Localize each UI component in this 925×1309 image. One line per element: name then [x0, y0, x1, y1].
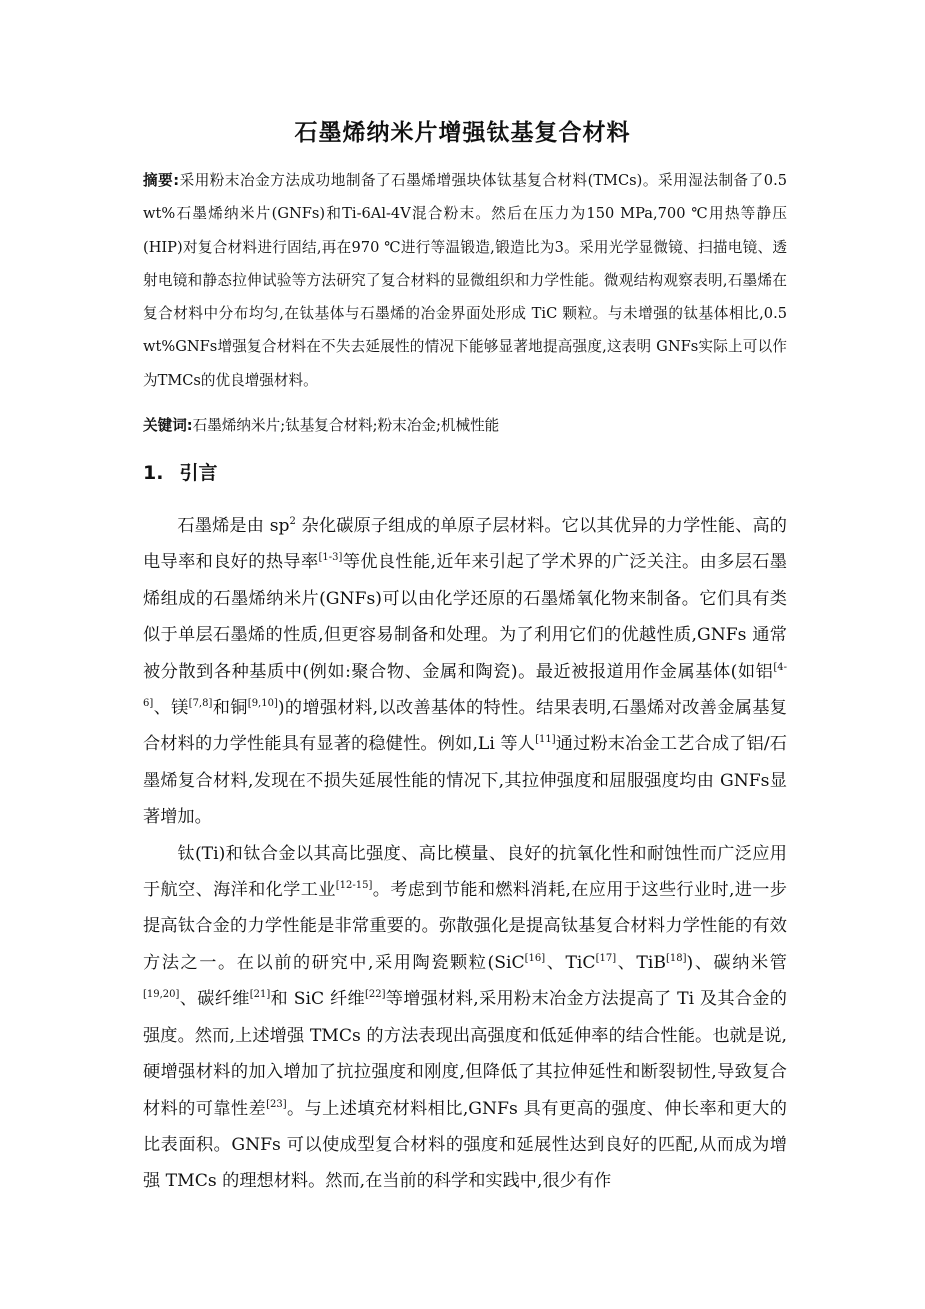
citation: [4-6]: [143, 661, 787, 710]
citation: [22]: [364, 989, 386, 1001]
para1-text: 等优良性能,近年来引起了学术界的广泛关注。由多层石墨烯组成的石墨烯纳米片(GNFs)可以由化学还原的石墨烯氧化物来制备。它们具有类似于单层石墨烯的性质,但更容易制备和处理。为了利用它们的优越性质,GNFs 通常被分散到各种基质中(例如:聚合物、金属和陶瓷)。最近被报道用作金属基体(如铝: [143, 552, 787, 682]
citation: [9,10]: [247, 698, 278, 710]
citation: [16]: [524, 952, 546, 964]
para2-text: 等增强材料,采用粉末冶金方法提高了 Ti 及其合金的强度。然而,上述增强 TMCs 的方法表现出高强度和低延伸率的结合性能。也就是说,硬增强材料的加入增加了抗拉强度和刚度,但降低了其拉伸延性和断裂韧性,导致复合材料的可靠性差: [143, 989, 787, 1119]
citation: [12-15]: [335, 880, 373, 892]
abstract-label: 摘要:: [143, 172, 180, 189]
abstract: [143, 164, 787, 397]
paper-title: 石墨烯纳米片增强钛基复合材料: [294, 120, 631, 146]
para2-text: 。与上述填充材料相比,GNFs 具有更高的强度、伸长率和更大的比表面积。GNFs 可以使成型复合材料的强度和延展性达到良好的匹配,从而成为增强 TMCs 的理想材料。然而,在当前的科学和实践中,很少有作: [143, 1098, 787, 1192]
para2-text: 。考虑到节能和燃料消耗,在应用于这些行业时,进一步提高钛合金的力学性能是非常重要的。弥散强化是提高钛基复合材料力学性能的有效方法之一。在以前的研究中,采用陶瓷颗粒(SiC: [143, 880, 787, 973]
citation: [1-3]: [318, 552, 343, 564]
citation: [23]: [266, 1098, 287, 1110]
para2-text: 钛(Ti)和钛合金以其高比强度、高比模量、良好的抗氧化性和耐蚀性而广泛应用于航空、海洋和化学工业: [143, 843, 787, 901]
para1-text: 杂化碳原子组成的单原子层材料。它以其优异的力学性能、高的电导率和良好的热导率: [143, 516, 787, 573]
section-heading: [143, 457, 217, 489]
para2-text: 、TiC: [545, 952, 596, 973]
citation: [11]: [535, 734, 556, 746]
para1-text: 通过粉末冶金工艺合成了铝/石墨烯复合材料,发现在不损失延展性能的情况下,其拉伸强度和屈服强度均由 GNFs显著增加。: [143, 734, 787, 828]
keywords: [143, 412, 787, 440]
keywords-text: 石墨烯纳米片;钛基复合材料;粉末冶金;机械性能: [192, 417, 500, 434]
para1-text: 、镁: [153, 698, 189, 719]
para1-text: )的增强材料,以改善基体的特性。结果表明,石墨烯对改善金属基复合材料的力学性能具有显著的稳健性。例如,Li 等人: [143, 698, 787, 755]
abstract-text: 采用粉末冶金方法成功地制备了石墨烯增强块体钛基复合材料(TMCs)。采用湿法制备了0.5 wt%石墨烯纳米片(GNFs)和Ti-6Al-4V混合粉末。然后在压力为150 MPa,700 ℃用热等静压(HIP)对复合材料进行固结,再在970 ℃进行等温锻造,锻造比为3。采用光学显微镜、扫描电镜、透射电镜和静态拉伸试验等方法研究了复合材料的显微组织和力学性能。微观结构观察表明,石墨烯在复合材料中分布均匀,在钛基体与石墨烯的冶金界面处形成 TiC 颗粒。与未增强的钛基体相比,0.5 wt%GNFs增强复合材料在不失去延展性的情况下能够显著地提高强度,这表明 GNFs实际上可以作为TMCs的优良增强材料。: [143, 172, 787, 389]
para2-text: 、碳纤维: [179, 989, 250, 1010]
citation: [21]: [249, 989, 271, 1001]
citation: [19,20]: [143, 989, 180, 1001]
paragraph-1: [143, 508, 787, 836]
superscript: 2: [289, 516, 296, 527]
citation: [17]: [595, 952, 617, 964]
citation: [18]: [666, 952, 687, 964]
para2-text: 、TiB: [616, 952, 667, 973]
section-number: 1.: [143, 462, 164, 484]
keywords-label: 关键词:: [143, 417, 193, 434]
section-title: 引言: [179, 462, 218, 484]
para1-text: 和铜: [212, 698, 248, 719]
paragraph-2: [143, 836, 787, 1200]
body-text: [143, 508, 787, 1200]
para1-text: 石墨烯是由 sp: [177, 516, 290, 536]
citation: [7,8]: [188, 698, 213, 710]
para2-text: )、碳纳米管: [686, 952, 787, 973]
para2-text: 和 SiC 纤维: [270, 989, 365, 1010]
